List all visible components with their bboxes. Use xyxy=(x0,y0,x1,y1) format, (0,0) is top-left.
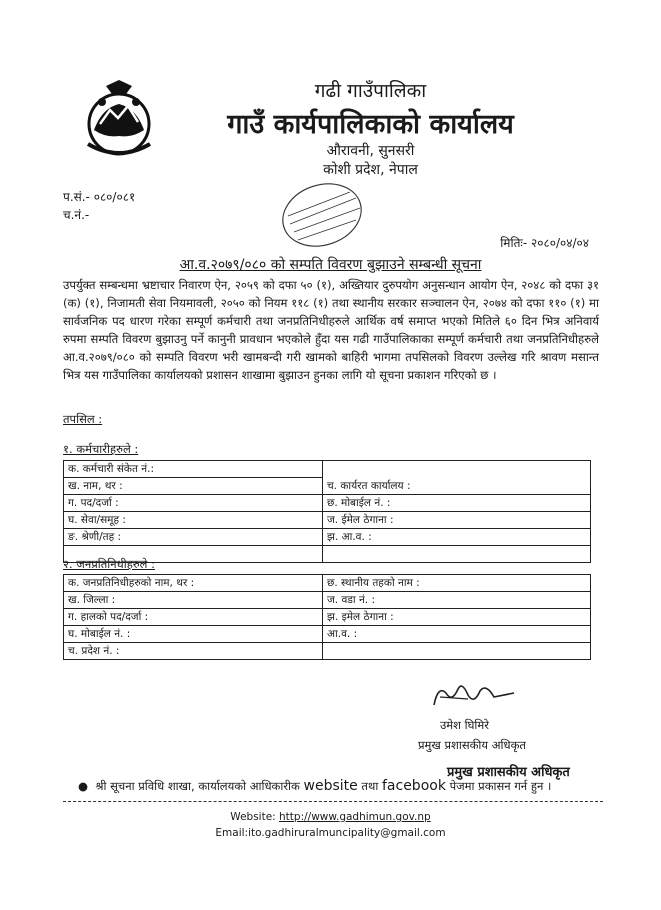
table-row xyxy=(64,575,591,592)
rep-field-post: ग. हालको पद/दर्जा : xyxy=(64,609,323,626)
signatory-stamp-title: प्रमुख प्रशासकीय अधिकृत xyxy=(447,765,570,780)
table-row xyxy=(64,626,591,643)
staff-field-office: च. कार्यरत कार्यालय : xyxy=(323,461,591,495)
website-label: Website: xyxy=(230,811,280,823)
staff-field-name: ख. नाम, थर : xyxy=(64,478,323,495)
rep-section-heading: २. जनप्रतिनिधीहरुले : xyxy=(63,557,156,571)
notice-subject-text: आ.व.२०७९/०८० को सम्पति विवरण बुझाउने सम्बन्धी सूचना xyxy=(179,257,482,273)
rep-field-local-level: छ. स्थानीय तहको नाम : xyxy=(323,575,591,592)
notice-subject xyxy=(0,255,661,274)
office-address: औरावनी, सुनसरी xyxy=(326,143,415,159)
table-row xyxy=(64,529,591,546)
table-row xyxy=(64,643,591,660)
notice-body: उपर्युक्त सम्बन्धमा भ्रष्टाचार निवारण ऐन, २०५९ को दफा ५० (१), अख्तियार दुरुपयोग अनुसन्धान आयोग ऐन, २०४८ को दफा ३१ (क) (१), निजामती सेवा नियमावली, २०५० को नियम ११८ (१) तथा स्थानीय सरकार सञ्चालन ऐन, २०७४ को दफा ११० (१) मा सार्वजनिक पद धारण गरेका सम्पूर्ण कर्मचारी तथा जनप्रतिनिधीहरुले आर्थिक वर्ष समाप्त भएको मितिले ६० दिन भित्र अनिवार्य रुपमा सम्पति विवरण बुझाउनु पर्ने कानुनी प्रावधान भएकोले हुँदा यस गढी गाउँपालिकाका सम्पूर्ण कर्मचारी तथा जनप्रतिनिधीहरुले आ.व.२०७९/०८० को सम्पति विवरण भरी खामबन्दी गरी खामको बाहिरी भागमा तपसिलको विवरण उल्लेख गरि श्रावण मसान्त भित्र यस गाउँपालिका कार्यालयको प्रशासन शाखामा बुझाउन हुनका लागि यो सूचना प्रकाशन गरिएको छ । xyxy=(63,278,599,382)
note-website-word: website xyxy=(303,778,358,794)
distribution-note xyxy=(78,778,578,794)
office-stamp xyxy=(276,178,368,252)
table-row xyxy=(64,461,591,478)
note-part1: श्री सूचना प्रविधि शाखा, कार्यालयको आधिकारीक xyxy=(95,779,304,793)
table-row xyxy=(64,495,591,512)
rep-field-name: क. जनप्रतिनिधीहरुको नाम, थर : xyxy=(64,575,323,592)
signatory-name: उमेश घिमिरे xyxy=(440,718,489,732)
municipality-name: गढी गाउँपालिका xyxy=(314,80,427,102)
rep-field-email: झ. इमेल ठेगाना : xyxy=(323,609,591,626)
handwritten-signature xyxy=(428,675,518,715)
footer-website xyxy=(0,811,661,823)
table-row xyxy=(64,609,591,626)
chalani-number: च.नं.- xyxy=(63,208,90,222)
bullet-icon: ● xyxy=(78,779,96,793)
patra-sankhya: प.सं.- ०८०/०८१ xyxy=(63,190,136,204)
footer-divider xyxy=(63,801,603,802)
table-row xyxy=(64,512,591,529)
staff-section-heading: १. कर्मचारीहरुले : xyxy=(63,442,139,456)
rep-field-mobile: घ. मोबाईल नं. : xyxy=(64,626,323,643)
office-title: गाउँ कार्यपालिकाको कार्यालय xyxy=(227,109,514,140)
rep-field-ward: ज. वडा नं. : xyxy=(323,592,591,609)
rep-field-district: ख. जिल्ला : xyxy=(64,592,323,609)
staff-field-service: घ. सेवा/समूह : xyxy=(64,512,323,529)
staff-empty-cell xyxy=(323,546,591,563)
tapasil-label: तपसिल : xyxy=(63,412,103,426)
note-facebook-word: facebook xyxy=(381,778,446,794)
rep-field-province: च. प्रदेश नं. : xyxy=(64,643,323,660)
table-row xyxy=(64,592,591,609)
website-link[interactable]: http://www.gadhimun.gov.np xyxy=(279,811,431,823)
staff-field-fiscal-year: झ. आ.व. : xyxy=(323,529,591,546)
footer-email: Email:ito.gadhiruralmuncipality@gmail.com xyxy=(215,827,446,839)
office-province: कोशी प्रदेश, नेपाल xyxy=(323,162,418,178)
staff-field-code: क. कर्मचारी संकेत नं.: xyxy=(64,461,323,478)
note-part3: पेजमा प्रकासन गर्न हुन । xyxy=(445,779,552,793)
letter-date: मितिः- २०८०/०४/०४ xyxy=(500,236,589,250)
rep-form-table xyxy=(63,574,591,660)
staff-field-mobile: छ. मोबाईल नं. : xyxy=(323,495,591,512)
rep-empty-cell xyxy=(323,643,591,660)
rep-field-fiscal-year: आ.व. : xyxy=(323,626,591,643)
staff-form-table xyxy=(63,460,591,563)
note-part2: तथा xyxy=(357,779,382,793)
staff-field-post: ग. पद/दर्जा : xyxy=(64,495,323,512)
staff-field-level: ङ. श्रेणी/तह : xyxy=(64,529,323,546)
signatory-title: प्रमुख प्रशासकीय अधिकृत xyxy=(418,738,526,752)
staff-field-email: ज. ईमेल ठेगाना : xyxy=(323,512,591,529)
